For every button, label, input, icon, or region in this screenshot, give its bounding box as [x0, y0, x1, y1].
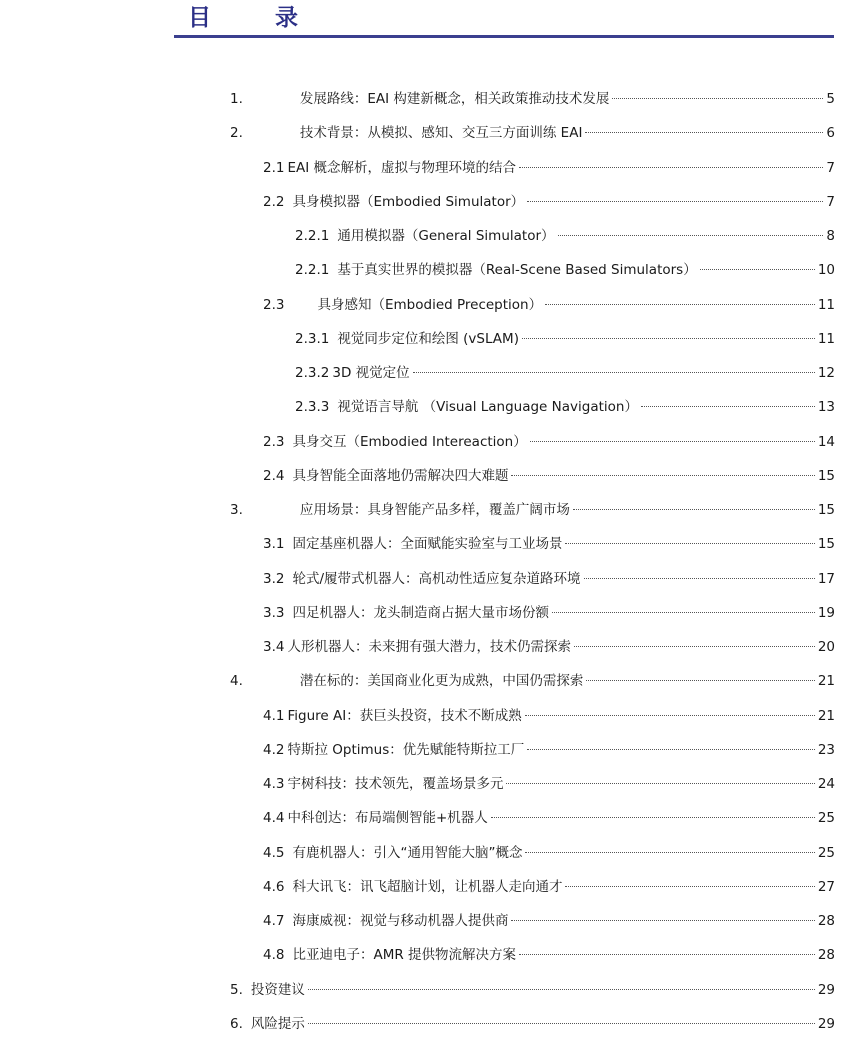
- toc-entry-number: 4.8: [263, 947, 285, 963]
- toc-entry-page-number: 29: [817, 1016, 835, 1032]
- dot-leader: [530, 440, 815, 442]
- toc-entry-title: 科大讯飞：讯飞超脑计划，让机器人走向通才: [292, 879, 563, 895]
- toc-entry-page-number: 13: [817, 399, 835, 415]
- dot-leader: [565, 885, 814, 887]
- toc-entry[interactable]: [263, 842, 835, 864]
- toc-entry-page-number: 6: [826, 125, 835, 141]
- toc-entry-title: Figure AI：获巨头投资，技术不断成熟: [287, 708, 522, 724]
- dot-leader: [525, 851, 814, 853]
- toc-entry[interactable]: [295, 259, 835, 281]
- dot-leader: [584, 577, 815, 579]
- toc-entry[interactable]: [263, 705, 835, 727]
- toc-entry-number: 3.2: [263, 571, 285, 587]
- toc-entry-number: 4.2: [263, 742, 285, 758]
- toc-entry-number: 2.3.2: [295, 365, 330, 381]
- dot-leader: [573, 508, 815, 510]
- toc-entry[interactable]: [263, 773, 835, 795]
- toc-entry-page-number: 15: [817, 536, 835, 552]
- toc-entry-page-number: 21: [817, 673, 835, 689]
- toc-entry[interactable]: [263, 910, 835, 932]
- toc-title: 目 录: [188, 5, 327, 31]
- dot-leader: [558, 234, 824, 236]
- toc-entry-number: 4.: [230, 673, 243, 689]
- toc-entry-title: 发展路线：EAI 构建新概念，相关政策推动技术发展: [299, 91, 610, 107]
- toc-entry-number: 2.2: [263, 194, 285, 210]
- toc-entry-page-number: 11: [817, 331, 835, 347]
- toc-entry[interactable]: [295, 328, 835, 350]
- toc-entry[interactable]: [263, 431, 835, 453]
- toc-entry-page-number: 7: [826, 160, 835, 176]
- dot-leader: [565, 542, 814, 544]
- toc-entry-number: 4.1: [263, 708, 285, 724]
- toc-entry-number: 4.4: [263, 810, 285, 826]
- toc-entry-number: 4.5: [263, 845, 285, 861]
- toc-entry-number: 2.2.1: [295, 262, 330, 278]
- toc-entry-page-number: 25: [817, 810, 835, 826]
- toc-entry[interactable]: [263, 294, 835, 316]
- toc-entry[interactable]: [263, 568, 835, 590]
- dot-leader: [491, 816, 815, 818]
- toc-entry-page-number: 20: [817, 639, 835, 655]
- toc-entry-number: 2.3: [263, 297, 285, 313]
- dot-leader: [527, 200, 823, 202]
- toc-entry-title: 比亚迪电子：AMR 提供物流解决方案: [292, 947, 517, 963]
- dot-leader: [413, 371, 815, 373]
- toc-entry-title: 海康威视：视觉与移动机器人提供商: [292, 913, 509, 929]
- dot-leader: [552, 611, 815, 613]
- dot-leader: [525, 714, 815, 716]
- toc-entry-title: EAI 概念解析，虚拟与物理环境的结合: [287, 160, 517, 176]
- toc-entry-page-number: 5: [826, 91, 835, 107]
- toc-entry-page-number: 15: [817, 468, 835, 484]
- toc-entry-title: 有鹿机器人：引入“通用智能大脑”概念: [292, 845, 523, 861]
- toc-entry-title: 具身智能全面落地仍需解决四大难题: [292, 468, 509, 484]
- toc-entry-title: 固定基座机器人：全面赋能实验室与工业场景: [292, 536, 563, 552]
- toc-entry-title: 投资建议: [250, 982, 305, 998]
- toc-entry-page-number: 28: [817, 947, 835, 963]
- toc-entry[interactable]: [263, 876, 835, 898]
- toc-entry-number: 3.4: [263, 639, 285, 655]
- toc-entry-title: 3D 视觉定位: [332, 365, 410, 381]
- toc-entry-page-number: 24: [817, 776, 835, 792]
- toc-entry[interactable]: [230, 122, 835, 144]
- dot-leader: [586, 679, 814, 681]
- toc-entry[interactable]: [295, 225, 835, 247]
- toc-entry-number: 2.1: [263, 160, 285, 176]
- toc-entry-page-number: 15: [817, 502, 835, 518]
- toc-entry[interactable]: [263, 636, 835, 658]
- toc-entry-title: 潜在标的：美国商业化更为成熟，中国仍需探索: [299, 673, 584, 689]
- toc-entry[interactable]: [263, 739, 835, 761]
- toc-entry-title: 人形机器人：未来拥有强大潜力，技术仍需探索: [287, 639, 571, 655]
- dot-leader: [511, 474, 814, 476]
- toc-entry[interactable]: [230, 670, 835, 692]
- toc-entry-title: 视觉语言导航 （Visual Language Navigation）: [337, 399, 638, 415]
- toc-entry-title: 风险提示: [250, 1016, 305, 1032]
- toc-entry-number: 2.3.1: [295, 331, 330, 347]
- toc-entry-page-number: 21: [817, 708, 835, 724]
- toc-entry-title: 基于真实世界的模拟器（Real-Scene Based Simulators）: [337, 262, 697, 278]
- toc-entry-number: 4.7: [263, 913, 285, 929]
- toc-entry-number: 2.: [230, 125, 243, 141]
- toc-entry-number: 2.4: [263, 468, 285, 484]
- toc-entry-page-number: 27: [817, 879, 835, 895]
- toc-entry-title: 具身感知（Embodied Preception）: [317, 297, 543, 313]
- toc-entry-title: 轮式/履带式机器人：高机动性适应复杂道路环境: [292, 571, 581, 587]
- dot-leader: [308, 1022, 815, 1024]
- toc-entry-title: 视觉同步定位和绘图 (vSLAM): [337, 331, 519, 347]
- toc-entry-title: 宇树科技：技术领先，覆盖场景多元: [287, 776, 504, 792]
- toc-entry-page-number: 29: [817, 982, 835, 998]
- dot-leader: [585, 131, 823, 133]
- toc-entry[interactable]: [295, 362, 835, 384]
- toc-entry-number: 5.: [230, 982, 243, 998]
- toc-entry[interactable]: [230, 1013, 835, 1035]
- dot-leader: [506, 782, 814, 784]
- toc-entry-number: 3.1: [263, 536, 285, 552]
- toc-entry-page-number: 7: [826, 194, 835, 210]
- toc-entry[interactable]: [295, 396, 835, 418]
- dot-leader: [700, 268, 815, 270]
- toc-entry[interactable]: [230, 88, 835, 110]
- toc-entry-page-number: 28: [817, 913, 835, 929]
- toc-entry-page-number: 14: [817, 434, 835, 450]
- dot-leader: [545, 303, 815, 305]
- toc-entry[interactable]: [263, 157, 835, 179]
- toc-entry[interactable]: [263, 465, 835, 487]
- dot-leader: [308, 988, 815, 990]
- toc-entry-number: 1.: [230, 91, 243, 107]
- toc-entry[interactable]: [263, 602, 835, 624]
- dot-leader: [519, 166, 823, 168]
- toc-entry-page-number: 11: [817, 297, 835, 313]
- toc-entry[interactable]: [263, 807, 835, 829]
- toc-entry[interactable]: [230, 499, 835, 521]
- toc-entry-title: 特斯拉 Optimus：优先赋能特斯拉工厂: [287, 742, 525, 758]
- toc-entry-number: 3.3: [263, 605, 285, 621]
- dot-leader: [641, 405, 815, 407]
- toc-entry-number: 4.6: [263, 879, 285, 895]
- toc-entry-title: 具身模拟器（Embodied Simulator）: [292, 194, 525, 210]
- toc-entry-number: 2.3: [263, 434, 285, 450]
- toc-entry-number: 3.: [230, 502, 243, 518]
- dot-leader: [511, 919, 814, 921]
- toc-entry-title: 四足机器人：龙头制造商占据大量市场份额: [292, 605, 549, 621]
- dot-leader: [522, 337, 815, 339]
- toc-entry[interactable]: [263, 191, 835, 213]
- toc-entry-title: 技术背景：从模拟、感知、交互三方面训练 EAI: [299, 125, 583, 141]
- toc-entry-page-number: 10: [817, 262, 835, 278]
- toc-entry-title: 应用场景：具身智能产品多样，覆盖广阔市场: [299, 502, 570, 518]
- dot-leader: [527, 748, 815, 750]
- title-rule: [174, 35, 834, 38]
- toc-entry[interactable]: [263, 533, 835, 555]
- toc-entry-number: 6.: [230, 1016, 243, 1032]
- toc-entry-number: 4.3: [263, 776, 285, 792]
- toc-entry-page-number: 19: [817, 605, 835, 621]
- toc-entry[interactable]: [230, 979, 835, 1001]
- toc-entry-page-number: 17: [817, 571, 835, 587]
- toc-entry-page-number: 25: [817, 845, 835, 861]
- toc-entry-number: 2.2.1: [295, 228, 330, 244]
- toc-entry-title: 通用模拟器（General Simulator）: [337, 228, 555, 244]
- toc-entry-page-number: 23: [817, 742, 835, 758]
- toc-entry-title: 具身交互（Embodied Intereaction）: [292, 434, 527, 450]
- toc-entry-page-number: 12: [817, 365, 835, 381]
- toc-entry[interactable]: [263, 944, 835, 966]
- toc-entry-page-number: 8: [826, 228, 835, 244]
- dot-leader: [612, 97, 823, 99]
- dot-leader: [519, 953, 815, 955]
- toc-entry-number: 2.3.3: [295, 399, 330, 415]
- toc-entry-title: 中科创达：布局端侧智能+机器人: [287, 810, 488, 826]
- dot-leader: [574, 645, 815, 647]
